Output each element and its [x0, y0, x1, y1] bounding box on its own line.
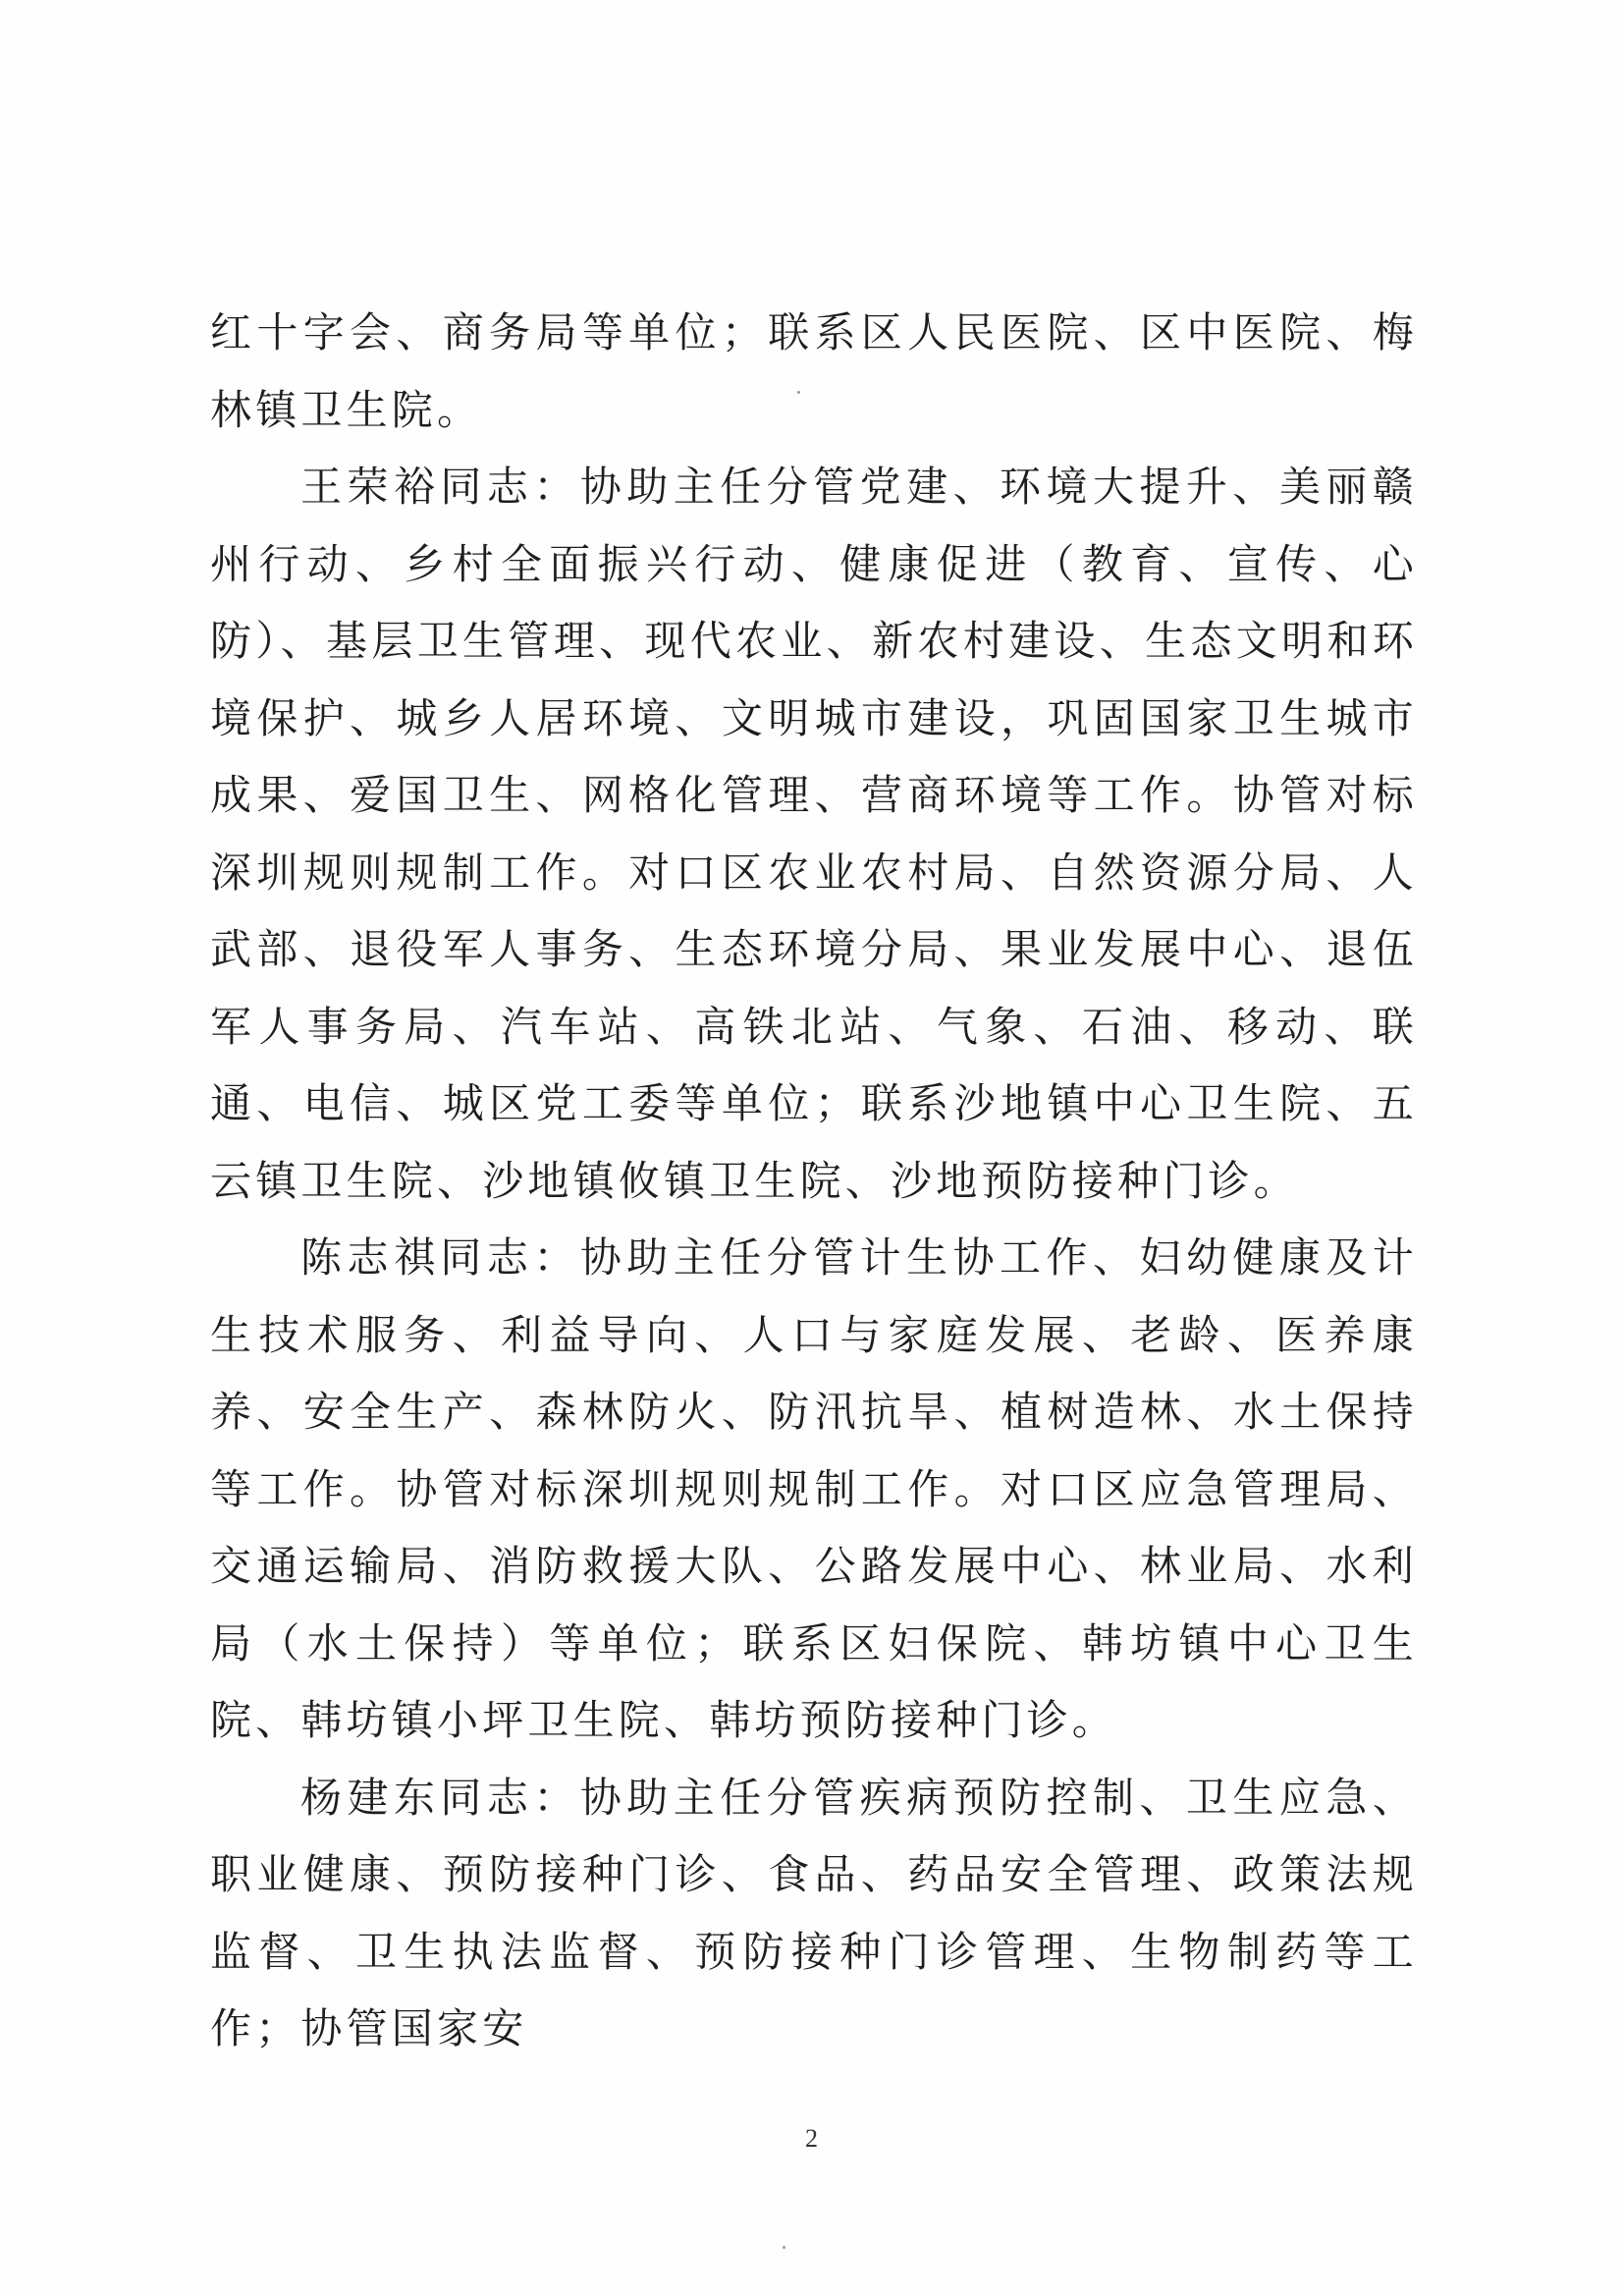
scan-speck — [783, 2246, 785, 2249]
page-number: 2 — [805, 2124, 818, 2153]
scan-speck — [797, 391, 800, 394]
paragraph-wang-rongyu: 王荣裕同志：协助主任分管党建、环境大提升、美丽赣州行动、乡村全面振兴行动、健康促进（教育、宣传、心防）、基层卫生管理、现代农业、新农村建设、生态文明和环境保护、城乡人居环境、文明城市建设，巩固国家卫生城市成果、爱国卫生、网格化管理、营商环境等工作。协管对标深圳规则规制工作。对口区农业农村局、自然资源分局、人武部、退役军人事务、生态环境分局、果业发展中心、退伍军人事务局、汽车站、高铁北站、气象、石油、移动、联通、电信、城区党工委等单位；联系沙地镇中心卫生院、五云镇卫生院、沙地镇攸镇卫生院、沙地预防接种门诊。 — [210, 463, 1418, 1205]
paragraph-chen-zhiqi: 陈志祺同志：协助主任分管计生协工作、妇幼健康及计生技术服务、利益导向、人口与家庭发展、老龄、医养康养、安全生产、森林防火、防汛抗旱、植树造林、水土保持等工作。协管对标深圳规则规制工作。对口区应急管理局、交通运输局、消防救援大队、公路发展中心、林业局、水利局（水土保持）等单位；联系区妇保院、韩坊镇中心卫生院、韩坊镇小坪卫生院、韩坊预防接种门诊。 — [210, 1233, 1418, 1744]
paragraph-yang-jiandong: 杨建东同志：协助主任分管疾病预防控制、卫生应急、职业健康、预防接种门诊、食品、药品安全管理、政策法规监督、卫生执法监督、预防接种门诊管理、生物制药等工作；协管国家安 — [210, 1773, 1418, 2052]
paragraph-continuation: 红十字会、商务局等单位；联系区人民医院、区中医院、梅林镇卫生院。 — [210, 308, 1418, 434]
document-body — [210, 295, 1418, 2068]
